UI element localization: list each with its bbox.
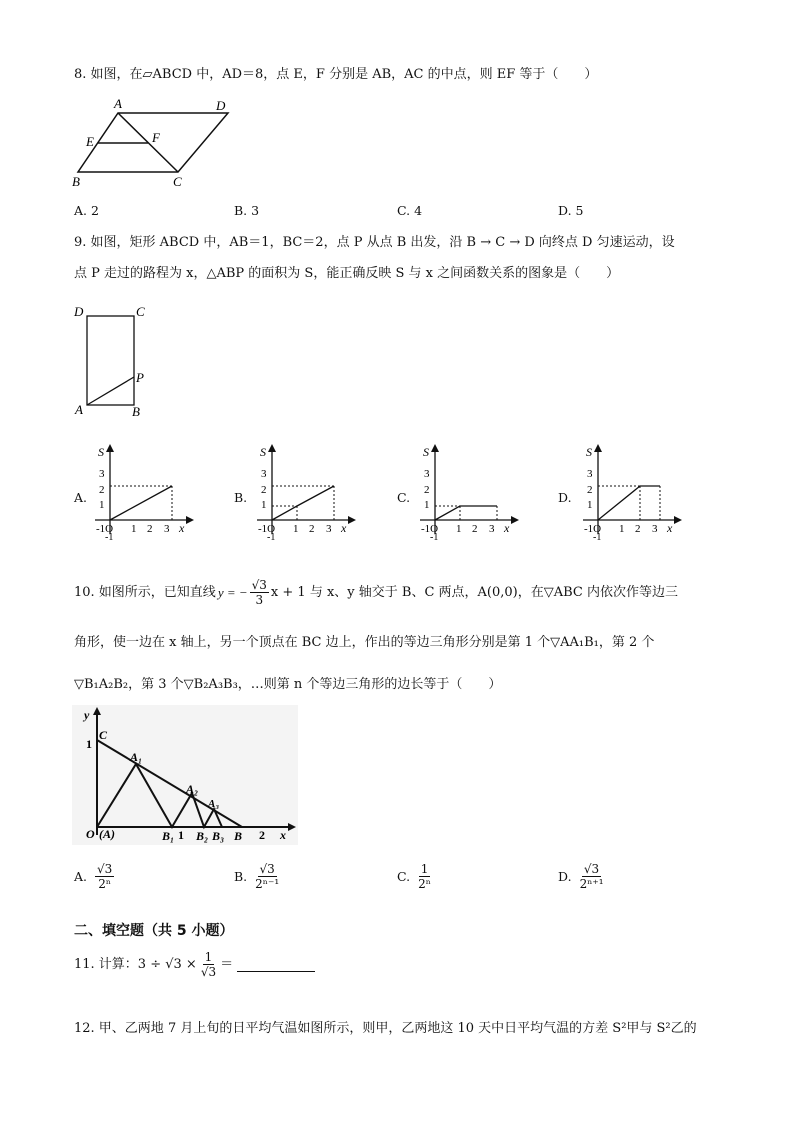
fraction-denominator: 2ⁿ <box>98 877 112 891</box>
label-C: C <box>99 728 108 742</box>
tick-y1: 1 <box>86 737 92 751</box>
tick-1: 1 <box>587 499 593 511</box>
q8-parallelogram-figure <box>70 96 240 192</box>
tick-1: 1 <box>99 499 105 511</box>
q10-option-a[interactable] <box>74 862 114 891</box>
tick-x1: 1 <box>131 523 137 535</box>
label-C: C <box>173 174 182 189</box>
option-fraction <box>95 862 114 891</box>
q10-text-line2: 角形，使一边在 x 轴上，另一个顶点在 BC 边上，作出的等边三角形分别是第 1 个▽AA₁B₁，第 2 个 <box>74 635 655 650</box>
q10-line1-b: x + 1 与 x、y 轴交于 B、C 两点，A(0,0)，在▽ABC 内依次作等边三 <box>270 584 678 600</box>
label-A: A <box>114 96 122 111</box>
axis-label-x: x <box>667 521 673 535</box>
fraction-denominator: √3 <box>200 965 217 979</box>
option-letter: D. <box>558 869 572 884</box>
q10-eq-fraction <box>250 578 269 607</box>
q10-line1-a: 10. 如图所示，已知直线 <box>74 584 216 600</box>
q9-rectangle-figure <box>70 300 160 422</box>
fraction-denominator: 2ⁿ⁻¹ <box>255 877 280 891</box>
label-E: E <box>86 134 94 149</box>
fraction-numerator: √3 <box>259 862 275 876</box>
q11 <box>74 950 315 979</box>
axis-label-s: S <box>98 445 104 459</box>
tick-3: 3 <box>261 468 267 480</box>
axis-label-x: x <box>179 521 185 535</box>
axis-label-s: S <box>586 445 592 459</box>
q9-graph-a[interactable] <box>90 442 200 542</box>
axis-label-x: x <box>280 828 286 842</box>
label-A: A <box>75 402 83 417</box>
axis-label-s: S <box>423 445 429 459</box>
q10-triangle-figure <box>72 705 298 845</box>
label-P: P <box>136 370 144 385</box>
tick-3: 3 <box>587 468 593 480</box>
option-fraction <box>255 862 279 891</box>
label-B1: B₁ <box>162 829 175 843</box>
q11-prefix: 11. 计算：3 ÷ √3 × <box>74 956 197 972</box>
q8-option-b[interactable]: B. 3 <box>234 203 260 218</box>
fraction-numerator: √3 <box>583 862 600 876</box>
tick-1: 1 <box>424 499 430 511</box>
q10-option-b[interactable] <box>234 862 279 891</box>
tick-x2: 2 <box>259 828 265 842</box>
q8-option-a[interactable]: A. 2 <box>74 203 99 218</box>
label-D: D <box>216 98 226 113</box>
q11-answer-blank[interactable] <box>237 957 315 972</box>
tick-x3: 3 <box>489 523 495 535</box>
fraction-denominator: 2ⁿ <box>418 877 431 891</box>
tick-x1: 1 <box>619 523 625 535</box>
axis-label-x: x <box>504 521 510 535</box>
tick-x3: 3 <box>326 523 332 535</box>
tick-x3: 3 <box>164 523 170 535</box>
tick-x1: 1 <box>178 828 184 842</box>
q10-text-line1 <box>74 578 678 607</box>
label-F: F <box>152 130 160 145</box>
tick-x1: 1 <box>456 523 462 535</box>
q9-option-a[interactable]: A. <box>74 490 88 505</box>
q9-graph-b[interactable] <box>252 442 362 542</box>
fraction-numerator: √3 <box>251 578 267 592</box>
tick-x2: 2 <box>635 523 641 535</box>
fraction-numerator: 1 <box>204 950 213 964</box>
q9-text-line2: 点 P 走过的路程为 x，△ABP 的面积为 S，能正确反映 S 与 x 之间函数关系的图象是（ ） <box>74 266 620 281</box>
label-B: B <box>132 404 140 419</box>
q10-text-line3: ▽B₁A₂B₂，第 3 个▽B₂A₃B₃，…则第 n 个等边三角形的边长等于（ ） <box>74 677 502 692</box>
axis-label-x: x <box>341 521 347 535</box>
q9-option-d[interactable]: D. <box>558 490 572 505</box>
q10-option-c[interactable] <box>397 862 431 891</box>
neg-tick: -1 <box>593 532 602 542</box>
q9-graph-c[interactable] <box>415 442 525 542</box>
axis-label-y: y <box>84 708 90 722</box>
label-C: C <box>136 304 145 319</box>
tick-x2: 2 <box>472 523 478 535</box>
label-A2: A₂ <box>186 782 199 796</box>
option-letter: C. <box>397 869 411 884</box>
tick-2: 2 <box>424 484 430 496</box>
label-B3: B₃ <box>212 829 225 843</box>
q8-text: 8. 如图，在▱ABCD 中，AD＝8，点 E，F 分别是 AB，AC 的中点，则 EF 等于（ ） <box>74 67 598 82</box>
label-B: B <box>234 829 243 843</box>
label-B2: B₂ <box>196 829 209 843</box>
section-heading: 二、填空题（共 5 小题） <box>74 923 234 939</box>
fraction-denominator: 2ⁿ⁺¹ <box>579 877 604 891</box>
tick-2: 2 <box>99 484 105 496</box>
fraction-numerator: 1 <box>420 862 429 876</box>
label-A-origin: (A) <box>99 827 115 841</box>
tick-2: 2 <box>261 484 267 496</box>
q11-fraction <box>201 950 216 979</box>
tick-x3: 3 <box>652 523 658 535</box>
origin-label: -1O <box>584 523 602 535</box>
q9-option-b[interactable]: B. <box>234 490 248 505</box>
origin-label: -1O <box>421 523 439 535</box>
option-fraction <box>580 862 604 891</box>
q10-option-d[interactable] <box>558 862 604 891</box>
option-letter: B. <box>234 869 248 884</box>
fraction-numerator: √3 <box>97 862 113 876</box>
q12-text: 12. 甲、乙两地 7 月上旬的日平均气温如图所示，则甲，乙两地这 10 天中日平均气温的方差 S²甲与 S²乙的 <box>74 1021 697 1036</box>
q8-option-d[interactable]: D. 5 <box>558 203 584 218</box>
label-A1: A₁ <box>130 750 143 764</box>
neg-tick: -1 <box>430 532 439 542</box>
tick-2: 2 <box>587 484 593 496</box>
label-O: O <box>86 827 95 841</box>
label-A3: A₃ <box>208 798 220 810</box>
label-B: B <box>72 174 80 189</box>
tick-3: 3 <box>99 468 105 480</box>
origin-label: -1O <box>258 523 276 535</box>
label-D: D <box>74 304 84 319</box>
tick-x2: 2 <box>147 523 153 535</box>
q11-equals: ＝ <box>220 956 234 972</box>
origin-label: -1O <box>96 523 114 535</box>
fraction-denominator: 3 <box>255 593 264 607</box>
option-fraction <box>418 862 431 891</box>
tick-x2: 2 <box>309 523 315 535</box>
option-letter: A. <box>74 869 88 884</box>
tick-1: 1 <box>261 499 267 511</box>
tick-x1: 1 <box>293 523 299 535</box>
q10-eq-prefix: y = − <box>217 584 248 600</box>
tick-3: 3 <box>424 468 430 480</box>
q9-option-c[interactable]: C. <box>397 490 411 505</box>
neg-tick: -1 <box>267 532 276 542</box>
axis-label-s: S <box>260 445 266 459</box>
q9-text-line1: 9. 如图，矩形 ABCD 中，AB＝1，BC＝2，点 P 从点 B 出发，沿 B → C → D 向终点 D 匀速运动，设 <box>74 235 675 250</box>
q8-option-c[interactable]: C. 4 <box>397 203 423 218</box>
q9-graph-d[interactable] <box>578 442 688 542</box>
neg-tick: -1 <box>105 532 114 542</box>
